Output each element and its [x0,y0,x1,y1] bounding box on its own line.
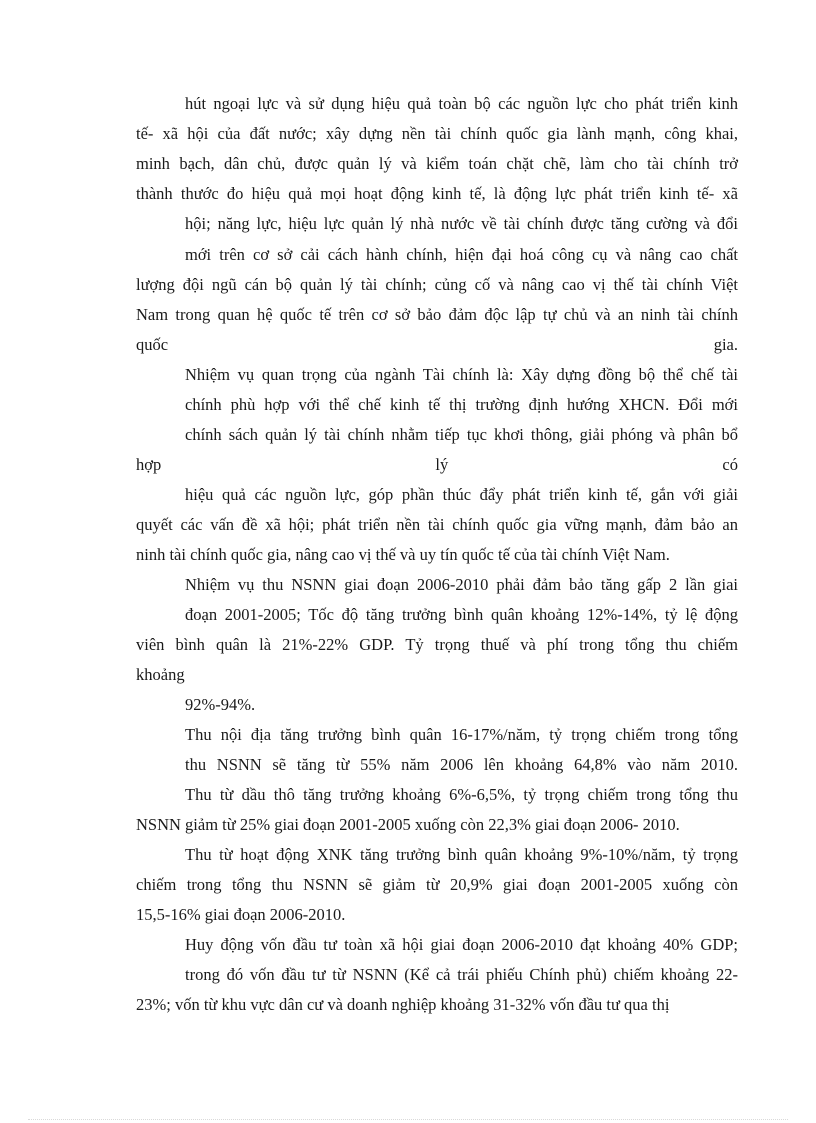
text-line: đoạn 2001-2005; Tốc độ tăng trưởng bình quân khoảng 12%-14%, tỷ lệ động [185,605,738,624]
text-line: chính sách quản lý tài chính nhằm tiếp tục khơi thông, giải phóng và phân bổ [185,425,738,444]
page-bottom-rule [28,1119,788,1120]
text-line: tế- xã hội của đất nước; xây dựng nền tài chính quốc gia lành mạnh, công khai, [136,124,738,143]
text-line: thu NSNN sẽ tăng từ 55% năm 2006 lên khoảng 64,8% vào năm 2010. [185,755,738,774]
text-line: 15,5-16% giai đoạn 2006-2010. [136,905,346,924]
text-line: Nhiệm vụ thu NSNN giai đoạn 2006-2010 phải đảm bảo tăng gấp 2 lần giai [185,575,738,594]
text-line: Thu từ dầu thô tăng trưởng khoảng 6%-6,5%, tỷ trọng chiếm trong tổng thu [185,785,738,804]
text-line: lượng đội ngũ cán bộ quản lý tài chính; củng cố và nâng cao vị thế tài chính Việt [136,275,738,294]
text-line: chính phù hợp với thể chế kinh tế thị trường định hướng XHCN. Đổi mới [185,395,738,414]
text-line: hội; năng lực, hiệu lực quản lý nhà nước về tài chính được tăng cường và đổi [185,214,738,233]
text-line: hút ngoại lực và sử dụng hiệu quả toàn bộ các nguồn lực cho phát triển kinh [185,94,738,113]
text-line: Huy động vốn đầu tư toàn xã hội giai đoạn 2006-2010 đạt khoảng 40% GDP; [185,935,738,954]
text-line: viên bình quân là 21%-22% GDP. Tỷ trọng thuế và phí trong tổng thu chiếm [136,635,738,654]
text-line: minh bạch, dân chủ, được quản lý và kiểm toán chặt chẽ, làm cho tài chính trở [136,154,738,173]
text-line: quyết các vấn đề xã hội; phát triển nền tài chính quốc gia vững mạnh, đảm bảo an [136,515,738,534]
text-line: Thu từ hoạt động XNK tăng trưởng bình quân khoảng 9%-10%/năm, tỷ trọng [185,845,738,864]
text-line: chiếm trong tổng thu NSNN sẽ giảm từ 20,9% giai đoạn 2001-2005 xuống còn [136,875,738,894]
text-line: Thu nội địa tăng trưởng bình quân 16-17%/năm, tỷ trọng chiếm trong tổng [185,725,738,744]
text-line: trong đó vốn đầu tư từ NSNN (Kể cả trái phiếu Chính phủ) chiếm khoảng 22- [185,965,738,984]
text-line: thành thước đo hiệu quả mọi hoạt động kinh tế, là động lực phát triển kinh tế- xã [136,184,738,203]
text-line: hiệu quả các nguồn lực, góp phần thúc đẩy phát triển kinh tế, gắn với giải [185,485,738,504]
text-line: NSNN giảm từ 25% giai đoạn 2001-2005 xuống còn 22,3% giai đoạn 2006- 2010. [136,815,680,834]
text-line: khoảng [136,665,185,684]
text-line: hợp lý có [136,455,738,474]
text-line: Nhiệm vụ quan trọng của ngành Tài chính là: Xây dựng đồng bộ thể chế tài [185,365,738,384]
text-line: ninh tài chính quốc gia, nâng cao vị thế và uy tín quốc tế của tài chính Việt Nam. [136,545,670,564]
text-line: Nam trong quan hệ quốc tế trên cơ sở bảo đảm độc lập tự chủ và an ninh tài chính [136,305,738,324]
text-line: 92%-94%. [185,695,256,714]
text-line: quốc gia. [136,335,738,354]
text-line: mới trên cơ sở cải cách hành chính, hiện đại hoá công cụ và nâng cao chất [185,245,738,264]
text-line: 23%; vốn từ khu vực dân cư và doanh nghiệp khoảng 31-32% vốn đầu tư qua thị [136,995,670,1014]
